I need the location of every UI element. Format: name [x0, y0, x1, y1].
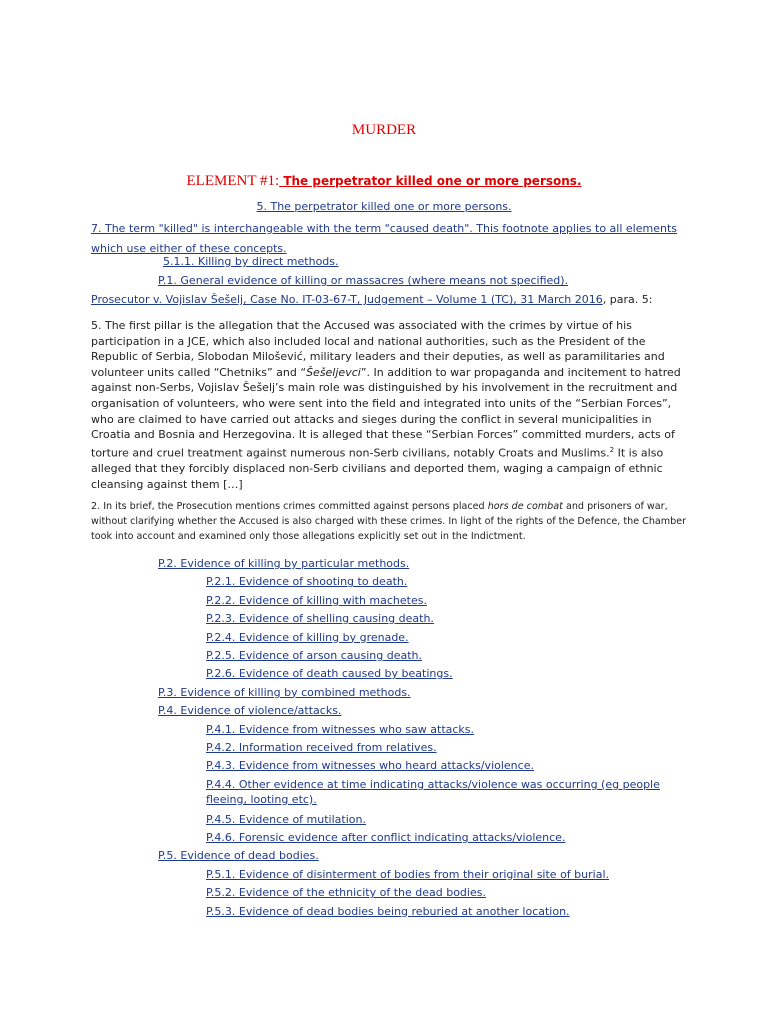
subsection-link[interactable]: 5.1.1. Killing by direct methods.: [163, 255, 339, 268]
page-title: MURDER: [351, 122, 417, 138]
element-text: The perpetrator killed one or more persons.: [279, 174, 582, 188]
outline-item[interactable]: P.2.3. Evidence of shelling causing death.: [206, 612, 434, 626]
outline-item[interactable]: P.2.1. Evidence of shooting to death.: [206, 575, 408, 589]
outline-item[interactable]: P.5.1. Evidence of disinterment of bodies from their original site of burial.: [206, 867, 609, 881]
footnote-ref-2[interactable]: 2: [609, 445, 615, 454]
p1-row: [158, 269, 568, 288]
paragraph-5-text-c: It is also alleged that they forcibly displaced non-Serb civilians and deported them, waging a campaign of ethnic cleansing against them […]: [91, 446, 664, 491]
outline-item[interactable]: P.4.3. Evidence from witnesses who heard attacks/violence.: [206, 759, 534, 773]
footnote-2: [91, 499, 687, 544]
paragraph-5-text-b: ”. In addition to war propaganda and incitement to hatred against non-Serbs, Vojislav Šešelj’s main role was distinguished by his involvement in the recruitment and organisation of volunteers, who were sent into the field and integrated into units of the “Serbian Forces”, who are claimed to have carried out attacks and sieges during the conflict in several municipalities in Croatia and Bosnia and Herzegovina. It is alleged that these “Serbian Forces” committed murders, acts of torture and cruel treatment against numerous non-Serb civilians, notably Croats and Muslims.: [91, 365, 681, 460]
outline-item[interactable]: P.4.1. Evidence from witnesses who saw attacks.: [206, 722, 475, 736]
outline-item[interactable]: P.2.5. Evidence of arson causing death.: [206, 649, 423, 662]
footnote-2-text-b: and prisoners of war, without clarifying whether the Accused is also charged with these crimes. In light of the rights of the Defence, the Chamber took into account and examined only those allegations explicitly set out in the Indictment.: [91, 501, 687, 542]
paragraph-5: [91, 318, 681, 492]
paragraph-5-italic: Šešeljevci: [306, 365, 361, 379]
outline-item[interactable]: P.2. Evidence of killing by particular methods.: [158, 557, 410, 570]
outline-item[interactable]: P.3. Evidence of killing by combined methods.: [158, 685, 411, 699]
outline-item[interactable]: P.4. Evidence of violence/attacks.: [158, 704, 342, 718]
outline-item[interactable]: P.5.2. Evidence of the ethnicity of the dead bodies.: [206, 886, 486, 900]
case-citation-link[interactable]: Prosecutor v. Vojislav Šešelj, Case No. IT-03-67-T, Judgement – Volume 1 (TC), 31 March 2016: [91, 293, 603, 306]
outline-item[interactable]: P.5. Evidence of dead bodies.: [158, 849, 319, 863]
paragraph-5-text-a: 5. The first pillar is the allegation that the Accused was associated with the crimes by virtue of his participation in a JCE, which also included local and national authorities, such as the President of the Republic of Serbia, Slobodan Milošević, military leaders and their deputies, as well as paramilitaries and volunteer units called “Chetniks” and “: [91, 319, 665, 379]
case-citation-suffix: , para. 5:: [602, 293, 653, 306]
element-heading: [0, 170, 768, 190]
element-label: ELEMENT #1:: [186, 173, 280, 189]
outline-item[interactable]: P.5.3. Evidence of dead bodies being reburied at another location.: [206, 904, 570, 918]
element-link[interactable]: 5. The perpetrator killed one or more persons.: [256, 200, 512, 213]
footnote-7-link[interactable]: 7. The term "killed" is interchangeable with the term "caused death". This footnote applies to all elements which use either of these concepts.: [91, 222, 677, 255]
case-citation: [91, 292, 652, 307]
outline-item[interactable]: P.2.6. Evidence of death caused by beatings.: [206, 667, 453, 681]
subsection-row: [163, 250, 339, 269]
footnote-2-text-a: 2. In its brief, the Prosecution mentions crimes committed against persons placed: [91, 501, 488, 512]
element-link-row: [0, 195, 768, 214]
p1-link[interactable]: P.1. General evidence of killing or massacres (where means not specified).: [158, 274, 569, 287]
outline-item[interactable]: P.4.2. Information received from relatives.: [206, 741, 437, 754]
outline-item[interactable]: P.4.6. Forensic evidence after conflict indicating attacks/violence.: [206, 831, 566, 844]
outline-item[interactable]: P.2.2. Evidence of killing with machetes.: [206, 593, 427, 607]
outline-item[interactable]: P.2.4. Evidence of killing by grenade.: [206, 630, 409, 644]
outline-item[interactable]: P.4.4. Other evidence at time indicating attacks/violence was occurring (eg people fleeing, looting etc).: [206, 777, 660, 806]
outline-item[interactable]: P.4.5. Evidence of mutilation.: [206, 812, 366, 826]
footnote-2-italic: hors de combat: [487, 501, 563, 512]
